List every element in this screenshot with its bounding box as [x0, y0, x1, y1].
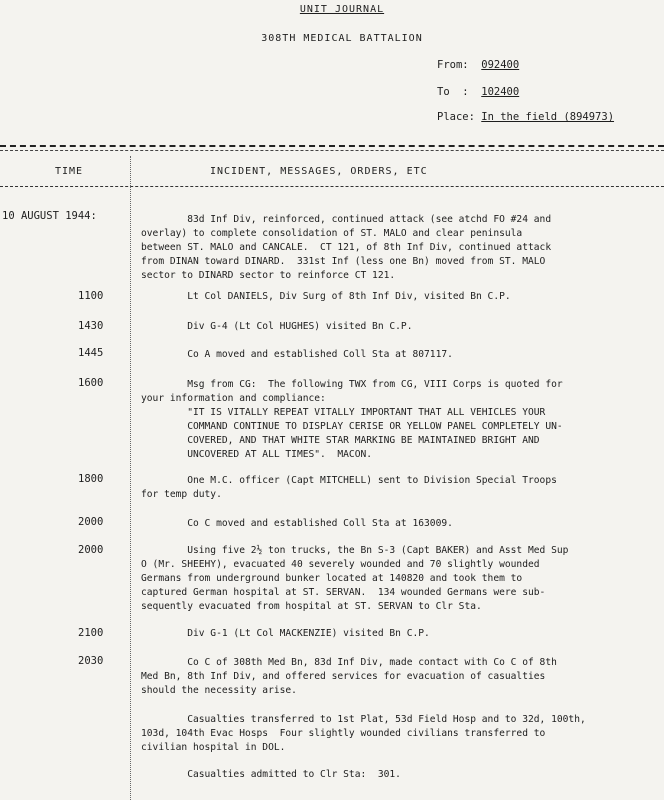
entry-text — [141, 213, 661, 283]
column-header-incident: INCIDENT, MESSAGES, ORDERS, ETC — [210, 166, 428, 177]
entry-time: 2030 — [78, 655, 104, 667]
entry-line: O (Mr. SHEEHY), evacuated 40 severely wounded and 70 slightly wounded — [141, 559, 540, 570]
entry-line: between ST. MALO and CANCALE. CT 121, of 8th Inf Div, continued attack — [141, 242, 552, 253]
entry-text — [141, 656, 661, 698]
entry-time: 10 AUGUST 1944: — [2, 210, 97, 222]
entry-line: UNCOVERED AT ALL TIMES". MACON. — [141, 449, 373, 460]
entry-line: civilian hospital in DOL. — [141, 742, 286, 753]
to-value: 102400 — [481, 86, 520, 98]
entry-line: sequently evacuated from hospital at ST. SERVAN to Clr Sta. — [141, 601, 482, 612]
entry-text — [141, 627, 661, 641]
entry-line: Using five 2½ ton trucks, the Bn S-3 (Capt BAKER) and Asst Med Sup — [141, 545, 569, 556]
entry-text — [141, 290, 661, 304]
column-divider — [130, 156, 131, 800]
entry-time: 2000 — [78, 544, 104, 556]
entry-line: Med Bn, 8th Inf Div, and offered services for evacuation of casualties — [141, 671, 546, 682]
entry-line: your information and compliance: — [141, 393, 326, 404]
entry-line: "IT IS VITALLY REPEAT VITALLY IMPORTANT THAT ALL VEHICLES YOUR — [141, 407, 546, 418]
entry-time: 1600 — [78, 377, 104, 389]
entry-line: for temp duty. — [141, 489, 222, 500]
entry-time: 1800 — [78, 473, 104, 485]
entry-line: captured German hospital at ST. SERVAN. 134 wounded Germans were sub- — [141, 587, 546, 598]
place-label: Place — [437, 111, 469, 123]
unit-name: 308TH MEDICAL BATTALION — [261, 33, 423, 44]
entry-text — [141, 517, 661, 531]
entry-line: sector to DINARD sector to reinforce CT 121. — [141, 270, 396, 281]
entry-text — [141, 348, 661, 362]
entry-line: from DINAN toward DINARD. 331st Inf (less one Bn) moved from ST. MALO — [141, 256, 546, 267]
header-rule-bottom — [0, 150, 664, 151]
to-label: To — [437, 86, 450, 98]
to-field: To : 102400 — [437, 86, 520, 98]
entry-line: Co C moved and established Coll Sta at 163009. — [141, 518, 453, 529]
entry-time: 1100 — [78, 290, 104, 302]
entry-line: 103d, 104th Evac Hosps Four slightly wounded civilians transferred to — [141, 728, 546, 739]
entry-line: 83d Inf Div, reinforced, continued attack (see atchd FO #24 and — [141, 214, 552, 225]
entry-text — [141, 713, 661, 755]
from-value: 092400 — [481, 59, 520, 71]
header-rule-top — [0, 145, 664, 147]
entry-line: overlay) to complete consolidation of ST. MALO and clear peninsula — [141, 228, 523, 239]
entry-time: 2100 — [78, 627, 104, 639]
entry-line: Div G-1 (Lt Col MACKENZIE) visited Bn C.P. — [141, 628, 430, 639]
entry-line: Div G-4 (Lt Col HUGHES) visited Bn C.P. — [141, 321, 413, 332]
entry-text — [141, 544, 661, 614]
from-field: From: 092400 — [437, 59, 520, 71]
entry-line: Casualties admitted to Clr Sta: 301. — [141, 769, 401, 780]
entry-line: Msg from CG: The following TWX from CG, VIII Corps is quoted for — [141, 379, 563, 390]
entry-text — [141, 768, 661, 782]
column-header-rule — [0, 186, 664, 187]
from-label: From — [437, 59, 463, 71]
column-header-time: TIME — [55, 166, 84, 177]
entry-text — [141, 378, 661, 462]
entry-line: Germans from underground bunker located at 140820 and took them to — [141, 573, 523, 584]
entry-line: Co C of 308th Med Bn, 83d Inf Div, made contact with Co C of 8th — [141, 657, 557, 668]
entry-time: 2000 — [78, 516, 104, 528]
entry-time: 1430 — [78, 320, 104, 332]
entry-line: Casualties transferred to 1st Plat, 53d Field Hosp and to 32d, 100th, — [141, 714, 586, 725]
entry-text — [141, 320, 661, 334]
entry-line: Co A moved and established Coll Sta at 807117. — [141, 349, 453, 360]
place-value: In the field (894973) — [481, 111, 615, 123]
place-field: Place: In the field (894973) — [437, 111, 615, 123]
entry-line: Lt Col DANIELS, Div Surg of 8th Inf Div, visited Bn C.P. — [141, 291, 511, 302]
entry-line: should the necessity arise. — [141, 685, 297, 696]
entry-line: One M.C. officer (Capt MITCHELL) sent to Division Special Troops — [141, 475, 557, 486]
entry-line: COVERED, AND THAT WHITE STAR MARKING BE MAINTAINED BRIGHT AND — [141, 435, 540, 446]
entry-time: 1445 — [78, 347, 104, 359]
entry-line: COMMAND CONTINUE TO DISPLAY CERISE OR YELLOW PANEL COMPLETELY UN- — [141, 421, 563, 432]
document-title: UNIT JOURNAL — [299, 4, 385, 15]
entry-text — [141, 474, 661, 502]
